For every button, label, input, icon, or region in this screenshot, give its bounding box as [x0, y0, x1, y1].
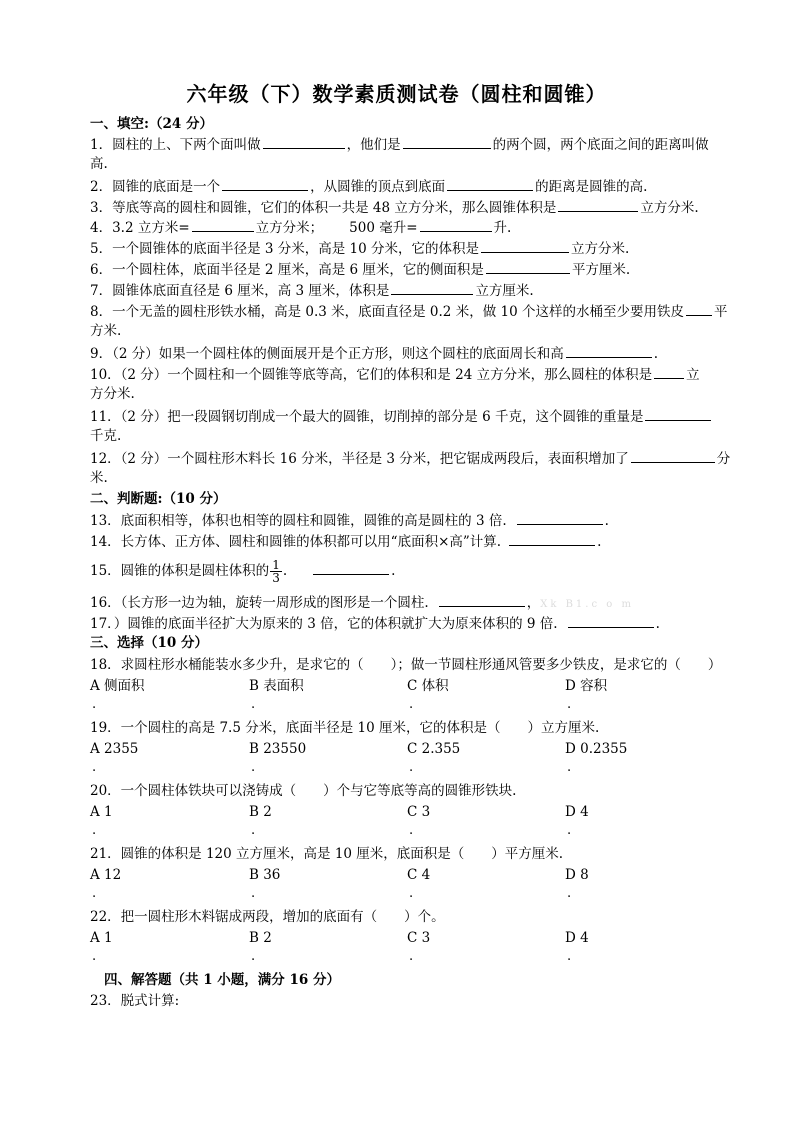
q10-text-b: 立 — [686, 367, 700, 383]
question-8 — [90, 301, 730, 322]
question-20: 20．一个圆柱体铁块可以浇铸成（ ）个与它等底等高的圆锥形铁块. — [90, 783, 517, 799]
question-3 — [90, 197, 730, 218]
option-dot: . — [567, 697, 572, 712]
question-16 — [90, 592, 730, 615]
option-dot: . — [567, 760, 572, 775]
answer-blank[interactable] — [517, 510, 603, 525]
q3-text-b: 立方分米. — [640, 200, 699, 216]
answer-blank[interactable] — [645, 406, 711, 421]
option-dot: . — [567, 886, 572, 901]
option-dot: . — [409, 949, 414, 964]
q9-text-b: . — [653, 346, 659, 362]
option-c[interactable]: C 体积 — [407, 678, 449, 694]
option-dot: . — [409, 760, 414, 775]
watermark-text: Xk B1.c o m — [540, 599, 634, 610]
option-a[interactable]: A 12 — [90, 867, 122, 883]
question-17 — [90, 613, 730, 634]
question-18: 18．求圆柱形水桶能装水多少升，是求它的（ ）；做一节圆柱形通风管要多少铁皮，是求它的（ ） — [90, 657, 722, 673]
q1-text-c: 的两个圆，两个底面之间的距离叫做 — [492, 137, 709, 153]
question-12-cont: 米. — [90, 470, 108, 486]
q13-period: . — [604, 513, 609, 529]
section-answer: 四、解答题（共 1 小题，满分 16 分） — [104, 972, 340, 988]
option-b[interactable]: B 2 — [249, 804, 272, 820]
option-dot: . — [567, 823, 572, 838]
question-10 — [90, 364, 730, 385]
question-5 — [90, 238, 730, 259]
q4-text-c: 500 毫升= — [349, 220, 418, 236]
answer-blank[interactable] — [447, 176, 533, 191]
q8-text-a: 8．一个无盖的圆柱形铁水桶，高是 0.3 米，底面直径是 0.2 米，做 10 个这样的水桶至少要用铁皮 — [90, 304, 684, 320]
answer-blank[interactable] — [192, 217, 254, 232]
fraction-one-third — [270, 559, 282, 584]
question-23: 23．脱式计算: — [90, 993, 180, 1009]
answer-blank[interactable] — [558, 197, 638, 212]
answer-blank[interactable] — [566, 343, 652, 358]
option-c[interactable]: C 3 — [407, 804, 431, 820]
q4-text-a: 4．3.2 立方米= — [90, 220, 190, 236]
question-11-cont: 千克. — [90, 428, 122, 444]
question-15 — [90, 556, 730, 586]
q14-period: . — [597, 534, 602, 550]
q5-text-b: 立方分米. — [571, 241, 630, 257]
question-19: 19．一个圆柱的高是 7.5 分米，底面半径是 10 厘米，它的体积是（ ）立方厘米. — [90, 720, 600, 736]
option-dot: . — [92, 823, 97, 838]
q8-text-b: 平 — [713, 304, 728, 320]
option-dot: . — [409, 823, 414, 838]
option-d[interactable]: D 容积 — [565, 678, 608, 694]
q11-text-a: 11．（2 分）把一段圆钢切削成一个最大的圆锥，切削掉的部分是 6 千克，这个圆锥的重量是 — [90, 409, 644, 425]
option-dot: . — [251, 886, 256, 901]
option-c[interactable]: C 4 — [407, 867, 431, 883]
option-dot: . — [251, 760, 256, 775]
q3-text-a: 3．等底等高的圆柱和圆锥，它们的体积一共是 48 立方分米，那么圆锥体积是 — [90, 200, 557, 216]
page-title: 六年级（下）数学素质测试卷（圆柱和圆锥） — [186, 82, 607, 106]
question-12 — [90, 448, 730, 469]
answer-blank[interactable] — [391, 280, 473, 295]
q4-text-b: 立方分米； — [255, 220, 324, 236]
answer-blank[interactable] — [263, 134, 345, 149]
option-dot: . — [409, 886, 414, 901]
option-a[interactable]: A 侧面积 — [90, 678, 145, 694]
answer-blank[interactable] — [420, 217, 492, 232]
question-8-cont: 方米. — [90, 323, 122, 339]
q17-period: . — [655, 616, 660, 632]
q9-text-a: 9．（2 分）如果一个圆柱体的侧面展开是个正方形，则这个圆柱的底面周长和高 — [90, 346, 564, 362]
q16-text: 16．（长方形一边为轴，旋转一周形成的图形是一个圆柱. — [90, 595, 429, 611]
option-dot: . — [251, 949, 256, 964]
q13-text: 13．底面积相等，体积也相等的圆柱和圆锥，圆锥的高是圆柱的 3 倍. — [90, 513, 507, 529]
question-2 — [90, 176, 730, 197]
answer-blank[interactable] — [222, 176, 308, 191]
option-dot: . — [92, 760, 97, 775]
answer-blank[interactable] — [654, 364, 684, 379]
q10-text-a: 10．（2 分）一个圆柱和一个圆锥等底等高，它们的体积和是 24 立方分米，那么圆柱的体积是 — [90, 367, 653, 383]
option-b[interactable]: B 2 — [249, 930, 272, 946]
q7-text-a: 7．圆锥体底面直径是 6 厘米，高 3 厘米，体积是 — [90, 283, 390, 299]
option-dot: . — [409, 697, 414, 712]
question-11 — [90, 406, 730, 427]
option-b[interactable]: B 表面积 — [249, 678, 304, 694]
answer-blank[interactable] — [486, 259, 570, 274]
q12-text-b: 分 — [716, 451, 731, 467]
fraction-denominator: 3 — [272, 571, 280, 585]
option-dot: . — [92, 886, 97, 901]
q2-text-a: 2．圆锥的底面是一个 — [90, 179, 221, 195]
q14-text: 14．长方体、正方体、圆柱和圆锥的体积都可以用“底面积×高”计算. — [90, 534, 502, 550]
question-9 — [90, 343, 730, 364]
option-dot: . — [92, 949, 97, 964]
q15-period-a: . — [282, 563, 288, 579]
option-a[interactable]: A 2355 — [90, 741, 139, 757]
section-choice: 三、选择（10 分） — [90, 635, 208, 651]
option-a[interactable]: A 1 — [90, 804, 113, 820]
option-dot: . — [567, 949, 572, 964]
q5-text-a: 5．一个圆锥体的底面半径是 3 分米，高是 10 分米，它的体积是 — [90, 241, 480, 257]
answer-blank[interactable] — [439, 592, 525, 607]
answer-blank[interactable] — [686, 301, 712, 316]
option-d[interactable]: D 8 — [565, 867, 589, 883]
option-d[interactable]: D 4 — [565, 804, 589, 820]
question-4 — [90, 217, 730, 238]
q16-comma: ， — [526, 595, 541, 611]
q1-text-a: 1．圆柱的上、下两个面叫做 — [90, 137, 261, 153]
question-22: 22．把一圆柱形木料锯成两段，增加的底面有（ ）个。 — [90, 909, 445, 925]
answer-blank[interactable] — [568, 613, 654, 628]
option-dot: . — [251, 823, 256, 838]
q1-text-b: ，他们是 — [346, 137, 401, 153]
q15-period-b: . — [391, 563, 396, 579]
question-14 — [90, 531, 730, 552]
q2-text-b: ，从圆锥的顶点到底面 — [310, 179, 446, 195]
option-b[interactable]: B 36 — [249, 867, 281, 883]
answer-blank[interactable] — [509, 531, 595, 546]
question-21: 21．圆锥的体积是 120 立方厘米，高是 10 厘米，底面积是（ ）平方厘米. — [90, 846, 564, 862]
option-b[interactable]: B 23550 — [249, 741, 307, 757]
fraction-numerator: 1 — [272, 558, 280, 572]
q15-text: 15．圆锥的体积是圆柱体积的 — [90, 563, 270, 579]
answer-blank[interactable] — [313, 560, 389, 575]
q2-text-c: 的距离是圆锥的高. — [535, 179, 648, 195]
q6-text-b: 平方厘米. — [571, 262, 631, 278]
q4-text-d: 升. — [493, 220, 512, 236]
q12-text-a: 12．（2 分）一个圆柱形木料长 16 分米，半径是 3 分米，把它锯成两段后，表面积增加了 — [90, 451, 629, 467]
question-6 — [90, 259, 730, 280]
question-10-cont: 方分米. — [90, 386, 135, 402]
option-dot: . — [251, 697, 256, 712]
q6-text-a: 6．一个圆柱体，底面半径是 2 厘米，高是 6 厘米，它的侧面积是 — [90, 262, 484, 278]
option-c[interactable]: C 2.355 — [407, 741, 461, 757]
option-c[interactable]: C 3 — [407, 930, 431, 946]
q17-text: 17．）圆锥的底面半径扩大为原来的 3 倍，它的体积就扩大为原来体积的 9 倍. — [90, 616, 558, 632]
question-7 — [90, 280, 730, 301]
question-13 — [90, 510, 730, 531]
option-dot: . — [92, 697, 97, 712]
question-1-cont: 高. — [90, 156, 108, 172]
option-d[interactable]: D 0.2355 — [565, 741, 628, 757]
section-fill-in: 一、填空:（24 分） — [90, 116, 213, 132]
answer-blank[interactable] — [403, 134, 491, 149]
q7-text-b: 立方厘米. — [475, 283, 534, 299]
option-d[interactable]: D 4 — [565, 930, 589, 946]
question-1 — [90, 134, 730, 155]
answer-blank[interactable] — [631, 448, 715, 463]
answer-blank[interactable] — [481, 238, 569, 253]
option-a[interactable]: A 1 — [90, 930, 113, 946]
section-true-false: 二、判断题:（10 分） — [90, 491, 227, 507]
